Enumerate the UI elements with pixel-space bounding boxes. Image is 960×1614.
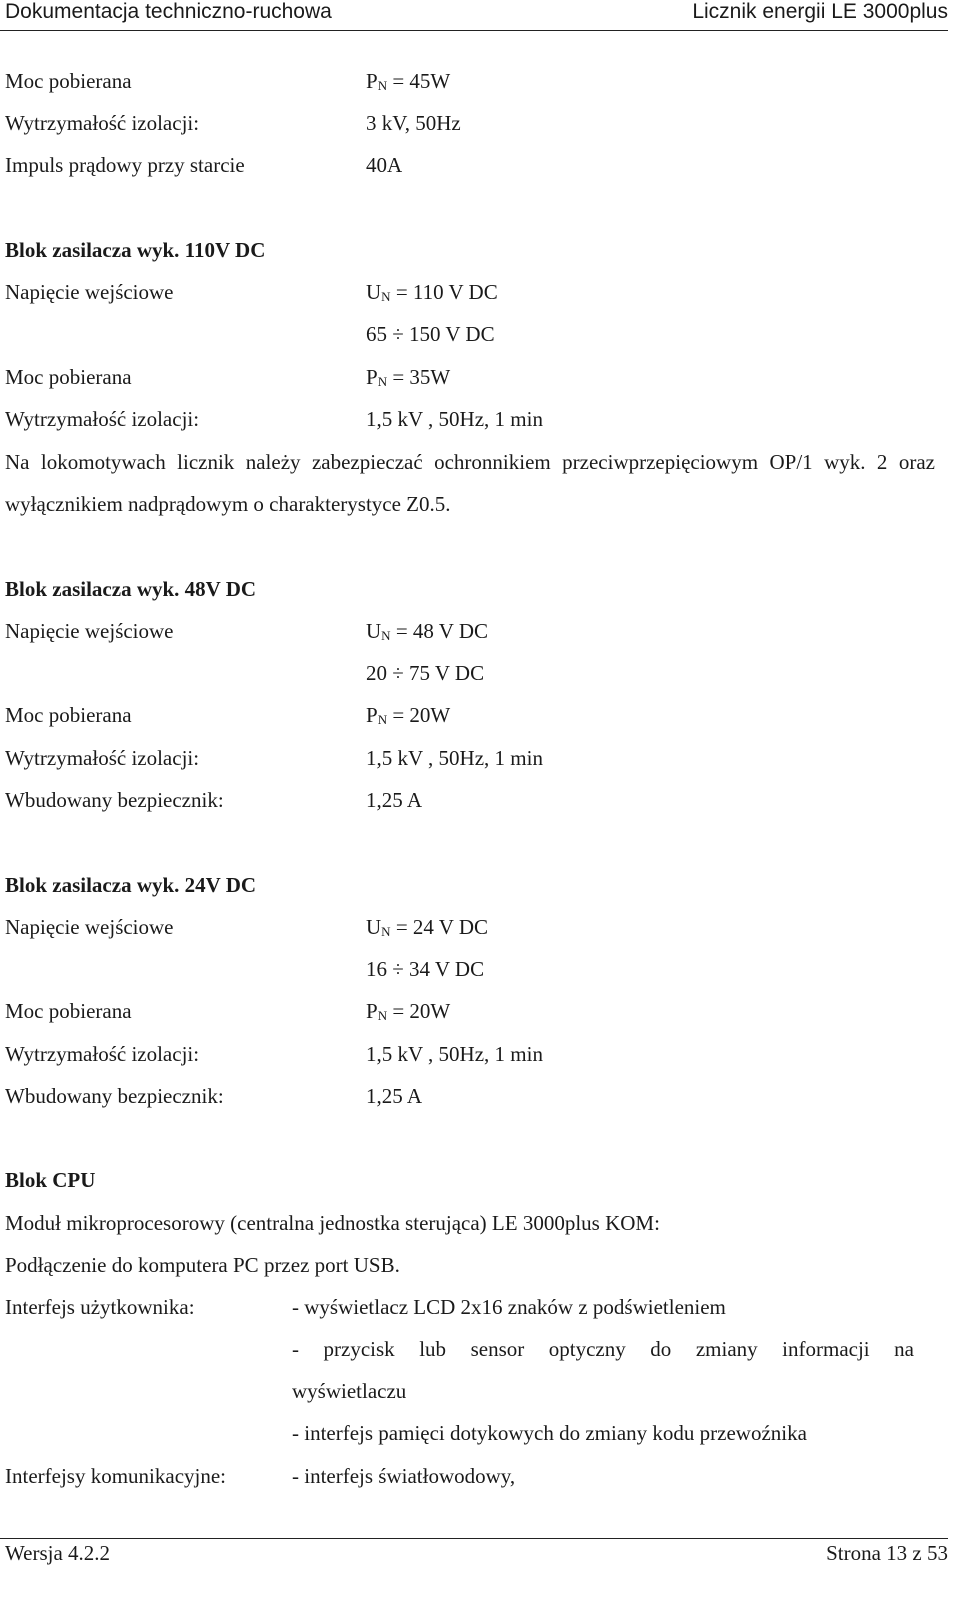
inrush-label: Impuls prądowy przy starcie	[5, 153, 245, 177]
power-label-24v: Moc pobierana	[5, 999, 132, 1023]
power-value-110v: $P_N = 35W$	[366, 365, 451, 389]
fuse-label-24v: Wbudowany bezpiecznik:	[5, 1084, 224, 1108]
header-document-title: Dokumentacja techniczno-ruchowa	[5, 0, 332, 23]
cpu-pc-connection: Podłączenie do komputera PC przez port USB.	[5, 1253, 400, 1277]
power-label-48v: Moc pobierana	[5, 703, 132, 727]
page-footer	[0, 1538, 948, 1614]
inrush-value: 40A	[366, 153, 403, 177]
power-label: Moc pobierana	[5, 69, 132, 93]
user-interface-item-button-cont: wyświetlaczu	[292, 1379, 407, 1403]
section-title-110v: Blok zasilacza wyk. 110V DC	[5, 238, 266, 262]
voltage-range-110v: 65 ÷ 150 V DC	[366, 322, 495, 346]
insulation-value-110v: 1,5 kV , 50Hz, 1 min	[366, 407, 543, 431]
user-interface-label: Interfejs użytkownika:	[5, 1295, 195, 1319]
page-header	[0, 0, 948, 31]
insulation-label-110v: Wytrzymałość izolacji:	[5, 407, 200, 431]
fuse-value-48v: 1,25 A	[366, 788, 423, 812]
fuse-label-48v: Wbudowany bezpiecznik:	[5, 788, 224, 812]
section-title-48v: Blok zasilacza wyk. 48V DC	[5, 577, 257, 601]
input-voltage-label-110v: Napięcie wejściowe	[5, 280, 174, 304]
power-value-48v: $P_N = 20W$	[366, 703, 451, 727]
user-interface-item-memory: - interfejs pamięci dotykowych do zmiany kodu przewoźnika	[292, 1421, 807, 1445]
insulation-label-48v: Wytrzymałość izolacji:	[5, 746, 200, 770]
insulation-value: 3 kV, 50Hz	[366, 111, 461, 135]
insulation-label-24v: Wytrzymałość izolacji:	[5, 1042, 200, 1066]
power-value-24v: $P_N = 20W$	[366, 999, 451, 1023]
power-value: $P_N = 45W$	[366, 69, 451, 93]
footer-version: Wersja 4.2.2	[5, 1541, 111, 1565]
input-voltage-value-48v: $U_N = 48$ V DC	[366, 619, 488, 643]
section-title-cpu: Blok CPU	[5, 1168, 96, 1192]
insulation-value-48v: 1,5 kV , 50Hz, 1 min	[366, 746, 543, 770]
insulation-label: Wytrzymałość izolacji:	[5, 111, 200, 135]
input-voltage-label-24v: Napięcie wejściowe	[5, 915, 174, 939]
input-voltage-value-24v: $U_N = 24$ V DC	[366, 915, 488, 939]
fuse-value-24v: 1,25 A	[366, 1084, 423, 1108]
comm-interface-fiber: - interfejs światłowodowy,	[292, 1464, 516, 1488]
voltage-range-24v: 16 ÷ 34 V DC	[366, 957, 485, 981]
header-product-name: Licznik energii LE 3000plus	[692, 0, 948, 23]
cpu-module-description: Moduł mikroprocesorowy (centralna jednostka sterująca) LE 3000plus KOM:	[5, 1211, 660, 1235]
input-voltage-label-48v: Napięcie wejściowe	[5, 619, 174, 643]
footer-page-number: Strona 13 z 53	[826, 1541, 948, 1565]
insulation-value-24v: 1,5 kV , 50Hz, 1 min	[366, 1042, 543, 1066]
voltage-range-48v: 20 ÷ 75 V DC	[366, 661, 485, 685]
input-voltage-value-110v: $U_N = 110$ V DC	[366, 280, 498, 304]
section-title-24v: Blok zasilacza wyk. 24V DC	[5, 873, 257, 897]
user-interface-item-lcd: - wyświetlacz LCD 2x16 znaków z podświetleniem	[292, 1295, 726, 1319]
comm-interfaces-label: Interfejsy komunikacyjne:	[5, 1464, 227, 1488]
user-interface-item-button: - przycisk lub sensor optyczny do zmiany informacji na	[292, 1337, 914, 1361]
power-label-110v: Moc pobierana	[5, 365, 132, 389]
protection-note-110v: Na lokomotywach licznik należy zabezpieczać ochronnikiem przeciwprzepięciowym OP/1 wyk. 2 oraz wyłącznikiem nadprądowym o charakterystyce Z0.5.	[5, 450, 935, 516]
